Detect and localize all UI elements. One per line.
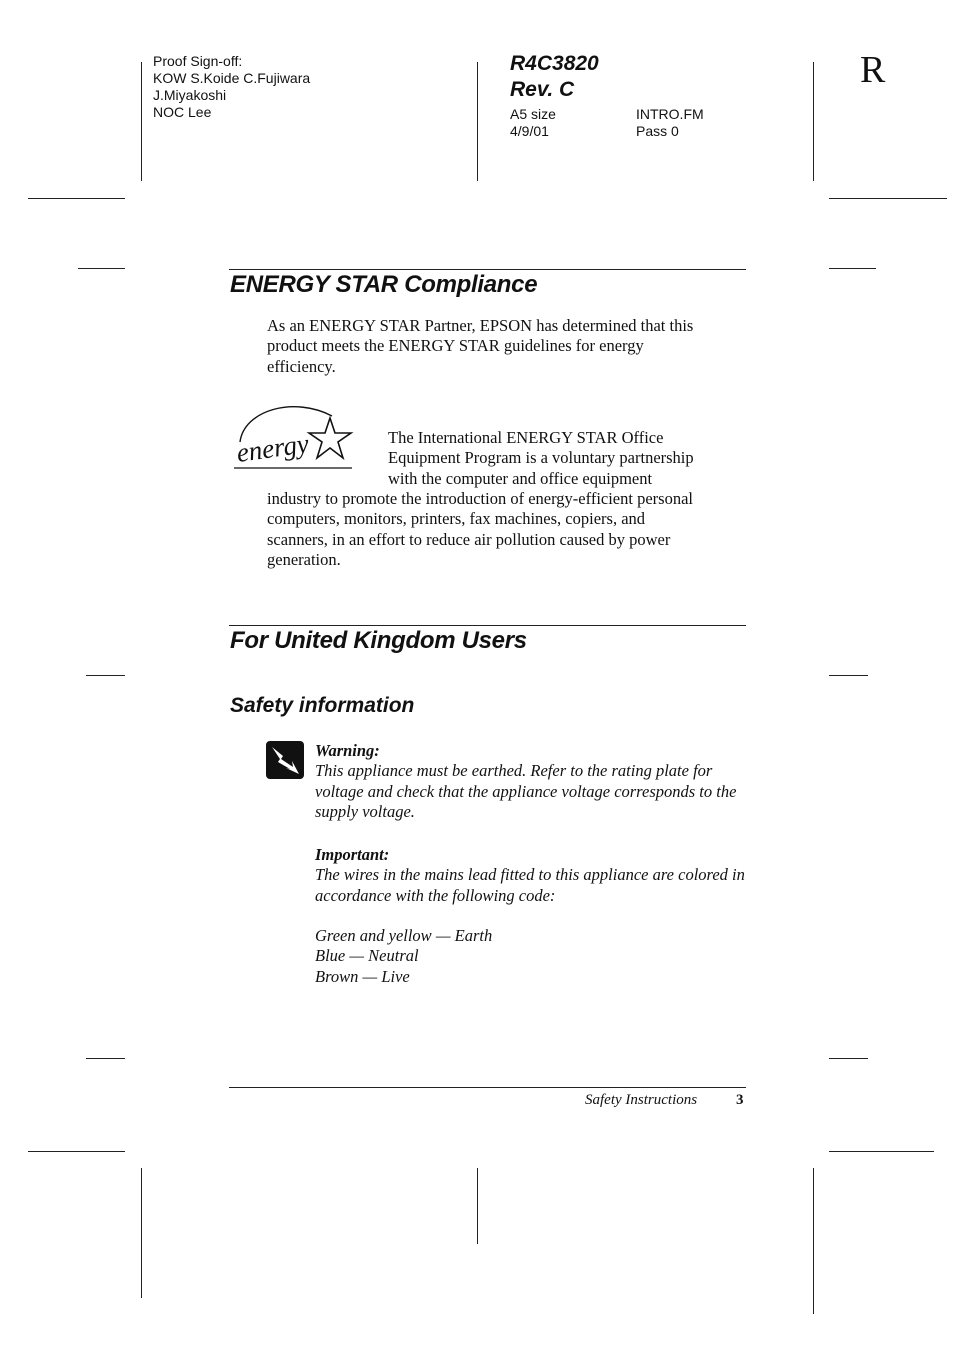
energy-star-logo-icon (232, 400, 356, 474)
crop-mark (829, 268, 876, 269)
crop-mark (813, 1168, 814, 1314)
warning-block (315, 741, 736, 823)
text-line: voltage and check that the appliance voltage corresponds to the (315, 781, 737, 801)
document-model: R4C3820 (510, 52, 599, 75)
crop-mark (86, 675, 125, 676)
text-line: industry to promote the introduction of energy-efficient personal (267, 489, 693, 508)
text-line: generation. (267, 550, 341, 570)
proof-signoff-line: J.Miyakoshi (153, 87, 227, 103)
document-file: INTRO.FM (636, 106, 704, 122)
crop-mark (829, 675, 868, 676)
crop-mark (28, 198, 125, 199)
energy-program-paragraph-side (388, 428, 694, 489)
crop-mark (141, 1168, 142, 1298)
text-line: The wires in the mains lead fitted to this appliance are colored in (315, 865, 745, 885)
proof-signoff-line: NOC Lee (153, 104, 212, 120)
wire-code-item: Blue — Neutral (315, 946, 419, 966)
document-pass: Pass 0 (636, 123, 679, 139)
crop-mark (477, 62, 478, 181)
energy-star-logo (232, 400, 356, 474)
energy-star-heading: ENERGY STAR Compliance (230, 271, 538, 298)
footer-rule (229, 1087, 746, 1088)
wire-code-item: Green and yellow — Earth (315, 926, 493, 945)
important-label: Important: (315, 845, 390, 864)
energy-program-paragraph (267, 489, 693, 571)
footer-page-number: 3 (736, 1092, 744, 1108)
crop-mark (813, 62, 814, 181)
crop-mark (86, 1058, 125, 1059)
crop-mark (829, 1058, 868, 1059)
text-line: The International ENERGY STAR Office (388, 428, 664, 447)
text-line: efficiency. (267, 356, 336, 376)
proof-signoff (153, 53, 310, 121)
document-size: A5 size (510, 106, 556, 122)
warning-lightning-icon (266, 741, 304, 779)
text-line: accordance with the following code: (315, 885, 556, 905)
text-line: supply voltage. (315, 802, 415, 822)
important-block (315, 845, 745, 906)
crop-mark (28, 1151, 125, 1152)
energy-logo-text: energy (234, 428, 311, 468)
uk-users-heading: For United Kingdom Users (230, 627, 527, 654)
proof-signoff-line: Proof Sign-off: (153, 53, 243, 69)
text-line: Equipment Program is a voluntary partnership (388, 448, 694, 468)
crop-mark (829, 198, 947, 199)
warning-label: Warning: (315, 741, 380, 760)
warning-icon (266, 741, 304, 779)
energy-star-paragraph (267, 316, 693, 377)
text-line: with the computer and office equipment (388, 468, 653, 488)
document-date: 4/9/01 (510, 123, 549, 139)
crop-mark (477, 1168, 478, 1244)
document-revision: Rev. C (510, 78, 575, 101)
wire-code-item: Brown — Live (315, 966, 410, 986)
text-line: product meets the ENERGY STAR guidelines for energy (267, 336, 644, 356)
safety-information-heading: Safety information (230, 694, 415, 717)
crop-mark (829, 1151, 934, 1152)
document-code (510, 51, 599, 103)
text-line: As an ENERGY STAR Partner, EPSON has determined that this (267, 316, 694, 335)
text-line: computers, monitors, printers, fax machines, copiers, and (267, 509, 646, 529)
footer-section-title: Safety Instructions (585, 1092, 698, 1108)
wire-code-list (315, 926, 492, 987)
page-mark: R (860, 49, 886, 91)
text-line: This appliance must be earthed. Refer to the rating plate for (315, 761, 713, 781)
text-line: scanners, in an effort to reduce air pollution caused by power (267, 529, 671, 549)
crop-mark (141, 62, 142, 181)
crop-mark (78, 268, 125, 269)
proof-signoff-line: KOW S.Koide C.Fujiwara (153, 70, 311, 86)
